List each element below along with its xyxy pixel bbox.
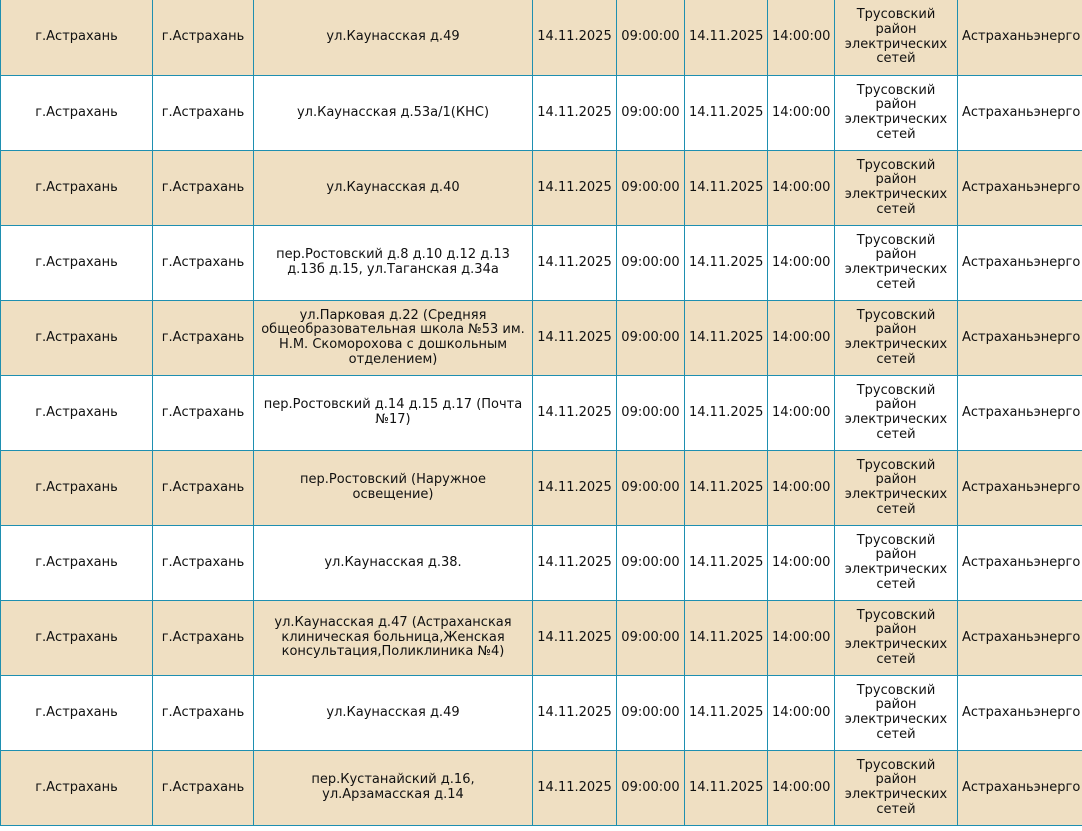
district-cell: Трусовский район электрических сетей xyxy=(835,526,958,601)
locality-cell: г.Астрахань xyxy=(153,676,254,751)
start-time-cell: 09:00:00 xyxy=(617,226,685,301)
district-cell: Трусовский район электрических сетей xyxy=(835,751,958,826)
address-cell: ул.Каунасская д.49 xyxy=(254,676,533,751)
address-cell: ул.Парковая д.22 (Средняя общеобразовательная школа №53 им. Н.М. Скоморохова с дошкольным отделением) xyxy=(254,301,533,376)
start-time-cell: 09:00:00 xyxy=(617,376,685,451)
table-row xyxy=(1,151,1082,226)
company-cell: Астраханьэнерго xyxy=(958,301,1082,376)
district-cell: Трусовский район электрических сетей xyxy=(835,376,958,451)
company-cell: Астраханьэнерго xyxy=(958,76,1082,151)
end-time-cell: 14:00:00 xyxy=(768,676,835,751)
address-cell: пер.Кустанайский д.16, ул.Арзамасская д.14 xyxy=(254,751,533,826)
table-row xyxy=(1,76,1082,151)
company-cell: Астраханьэнерго xyxy=(958,751,1082,826)
locality-cell: г.Астрахань xyxy=(153,601,254,676)
end-time-cell: 14:00:00 xyxy=(768,226,835,301)
start-time-cell: 09:00:00 xyxy=(617,676,685,751)
start-date-cell: 14.11.2025 xyxy=(533,0,617,76)
start-time-cell: 09:00:00 xyxy=(617,526,685,601)
district-cell: Трусовский район электрических сетей xyxy=(835,301,958,376)
start-date-cell: 14.11.2025 xyxy=(533,151,617,226)
company-cell: Астраханьэнерго xyxy=(958,151,1082,226)
start-time-cell: 09:00:00 xyxy=(617,151,685,226)
table-row xyxy=(1,751,1082,826)
start-date-cell: 14.11.2025 xyxy=(533,301,617,376)
start-date-cell: 14.11.2025 xyxy=(533,601,617,676)
address-cell: пер.Ростовский (Наружное освещение) xyxy=(254,451,533,526)
start-time-cell: 09:00:00 xyxy=(617,751,685,826)
end-time-cell: 14:00:00 xyxy=(768,0,835,76)
end-time-cell: 14:00:00 xyxy=(768,151,835,226)
table-row xyxy=(1,376,1082,451)
start-date-cell: 14.11.2025 xyxy=(533,376,617,451)
company-cell: Астраханьэнерго xyxy=(958,676,1082,751)
address-cell: ул.Каунасская д.40 xyxy=(254,151,533,226)
address-cell: пер.Ростовский д.14 д.15 д.17 (Почта №17) xyxy=(254,376,533,451)
table-body xyxy=(1,0,1082,826)
region-cell: г.Астрахань xyxy=(1,226,153,301)
district-cell: Трусовский район электрических сетей xyxy=(835,601,958,676)
start-date-cell: 14.11.2025 xyxy=(533,226,617,301)
end-date-cell: 14.11.2025 xyxy=(685,0,768,76)
district-cell: Трусовский район электрических сетей xyxy=(835,226,958,301)
locality-cell: г.Астрахань xyxy=(153,751,254,826)
district-cell: Трусовский район электрических сетей xyxy=(835,0,958,76)
end-time-cell: 14:00:00 xyxy=(768,601,835,676)
start-time-cell: 09:00:00 xyxy=(617,0,685,76)
table-row xyxy=(1,451,1082,526)
company-cell: Астраханьэнерго xyxy=(958,226,1082,301)
start-date-cell: 14.11.2025 xyxy=(533,451,617,526)
start-date-cell: 14.11.2025 xyxy=(533,751,617,826)
region-cell: г.Астрахань xyxy=(1,601,153,676)
district-cell: Трусовский район электрических сетей xyxy=(835,676,958,751)
locality-cell: г.Астрахань xyxy=(153,376,254,451)
end-date-cell: 14.11.2025 xyxy=(685,151,768,226)
end-date-cell: 14.11.2025 xyxy=(685,226,768,301)
start-time-cell: 09:00:00 xyxy=(617,301,685,376)
address-cell: ул.Каунасская д.49 xyxy=(254,0,533,76)
end-time-cell: 14:00:00 xyxy=(768,76,835,151)
locality-cell: г.Астрахань xyxy=(153,301,254,376)
end-date-cell: 14.11.2025 xyxy=(685,751,768,826)
end-date-cell: 14.11.2025 xyxy=(685,301,768,376)
table-row xyxy=(1,0,1082,76)
locality-cell: г.Астрахань xyxy=(153,526,254,601)
end-date-cell: 14.11.2025 xyxy=(685,451,768,526)
district-cell: Трусовский район электрических сетей xyxy=(835,451,958,526)
table-row xyxy=(1,526,1082,601)
start-date-cell: 14.11.2025 xyxy=(533,676,617,751)
locality-cell: г.Астрахань xyxy=(153,226,254,301)
end-date-cell: 14.11.2025 xyxy=(685,526,768,601)
end-date-cell: 14.11.2025 xyxy=(685,76,768,151)
end-time-cell: 14:00:00 xyxy=(768,301,835,376)
region-cell: г.Астрахань xyxy=(1,751,153,826)
district-cell: Трусовский район электрических сетей xyxy=(835,76,958,151)
address-cell: пер.Ростовский д.8 д.10 д.12 д.13 д.13б д.15, ул.Таганская д.34а xyxy=(254,226,533,301)
locality-cell: г.Астрахань xyxy=(153,0,254,76)
locality-cell: г.Астрахань xyxy=(153,451,254,526)
region-cell: г.Астрахань xyxy=(1,676,153,751)
end-time-cell: 14:00:00 xyxy=(768,451,835,526)
end-time-cell: 14:00:00 xyxy=(768,526,835,601)
company-cell: Астраханьэнерго xyxy=(958,0,1082,76)
region-cell: г.Астрахань xyxy=(1,151,153,226)
region-cell: г.Астрахань xyxy=(1,526,153,601)
region-cell: г.Астрахань xyxy=(1,301,153,376)
address-cell: ул.Каунасская д.47 (Астраханская клиническая больница,Женская консультация,Поликлиника №4) xyxy=(254,601,533,676)
company-cell: Астраханьэнерго xyxy=(958,451,1082,526)
start-time-cell: 09:00:00 xyxy=(617,76,685,151)
company-cell: Астраханьэнерго xyxy=(958,526,1082,601)
table-row xyxy=(1,226,1082,301)
end-date-cell: 14.11.2025 xyxy=(685,376,768,451)
end-time-cell: 14:00:00 xyxy=(768,376,835,451)
address-cell: ул.Каунасская д.53а/1(КНС) xyxy=(254,76,533,151)
table-row xyxy=(1,676,1082,751)
start-date-cell: 14.11.2025 xyxy=(533,76,617,151)
address-cell: ул.Каунасская д.38. xyxy=(254,526,533,601)
locality-cell: г.Астрахань xyxy=(153,151,254,226)
end-date-cell: 14.11.2025 xyxy=(685,676,768,751)
end-time-cell: 14:00:00 xyxy=(768,751,835,826)
company-cell: Астраханьэнерго xyxy=(958,376,1082,451)
locality-cell: г.Астрахань xyxy=(153,76,254,151)
start-date-cell: 14.11.2025 xyxy=(533,526,617,601)
region-cell: г.Астрахань xyxy=(1,0,153,76)
table-row xyxy=(1,601,1082,676)
end-date-cell: 14.11.2025 xyxy=(685,601,768,676)
region-cell: г.Астрахань xyxy=(1,76,153,151)
district-cell: Трусовский район электрических сетей xyxy=(835,151,958,226)
start-time-cell: 09:00:00 xyxy=(617,451,685,526)
company-cell: Астраханьэнерго xyxy=(958,601,1082,676)
region-cell: г.Астрахань xyxy=(1,451,153,526)
start-time-cell: 09:00:00 xyxy=(617,601,685,676)
region-cell: г.Астрахань xyxy=(1,376,153,451)
table-row xyxy=(1,301,1082,376)
